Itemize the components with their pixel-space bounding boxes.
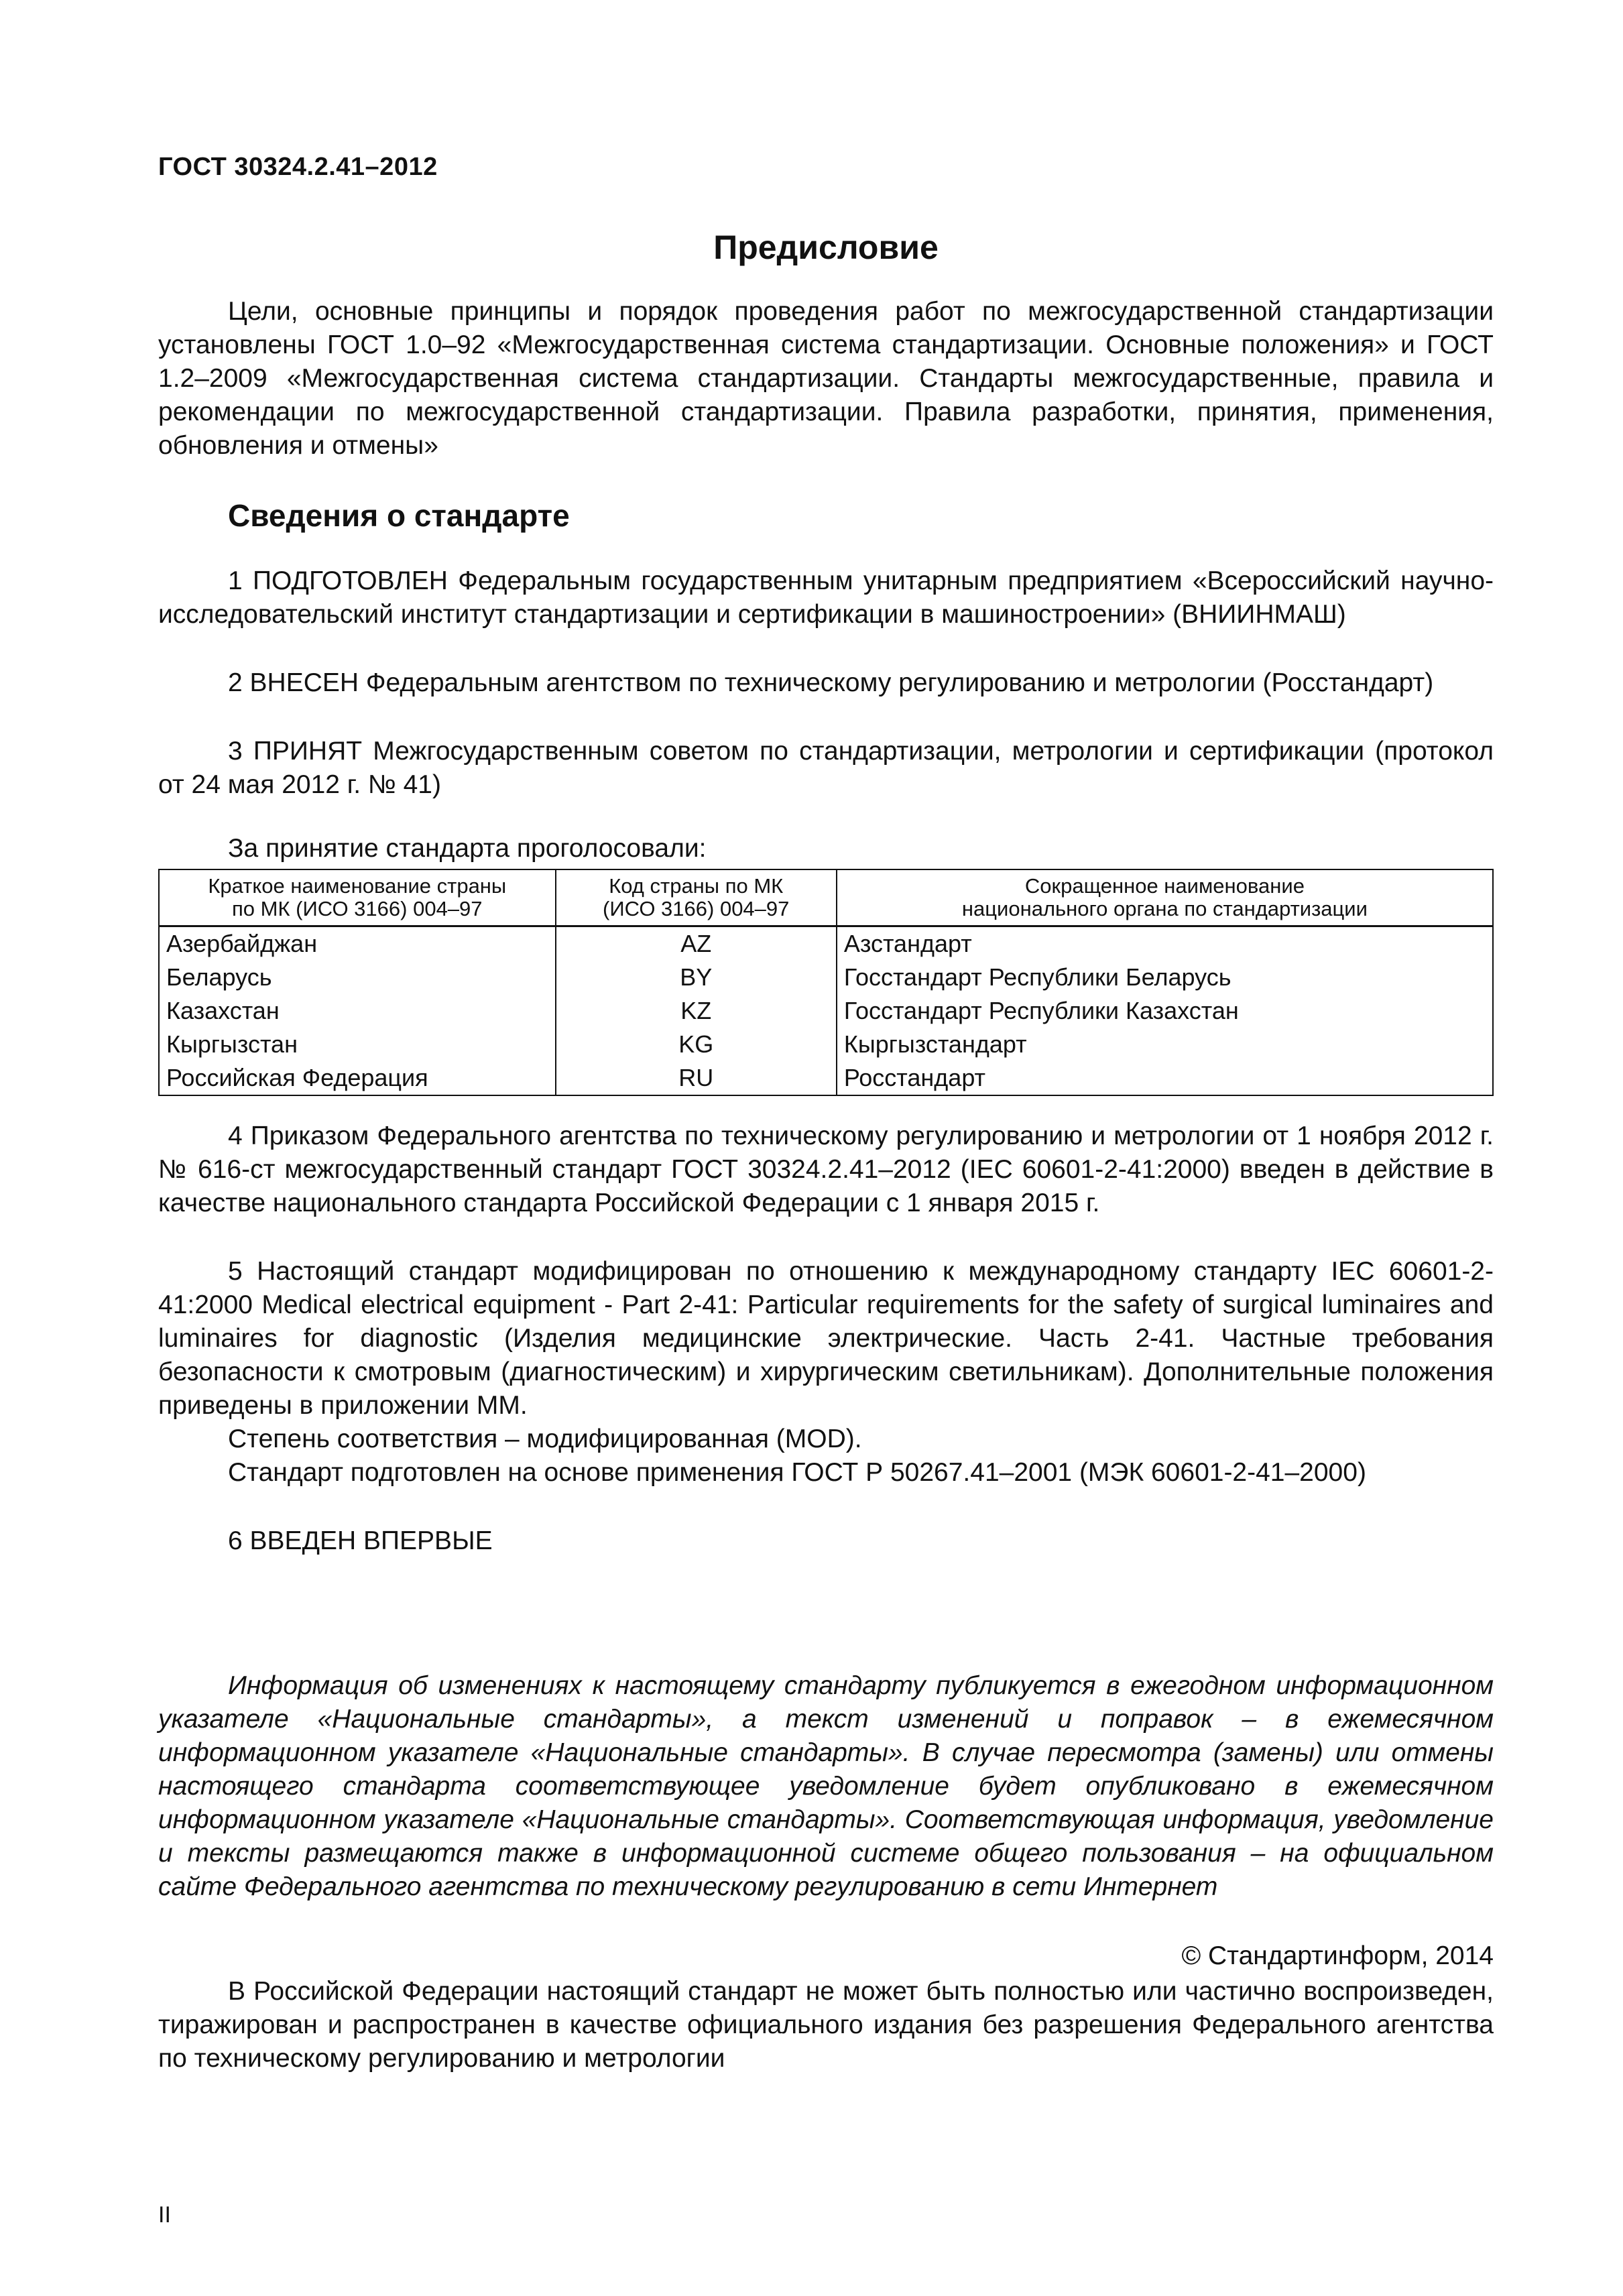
country-code: KG [556, 1028, 837, 1061]
changes-notice: Информация об изменениях к настоящему стандарту публикуется в ежегодном информационном указателе «Национальные стандарты», а текст изменений и поправок – в ежемесячном информационном указателе «Национальные стандарты». В случае пересмотра (замены) или отмены настоящего стандарта соответствующее уведомление будет опубликовано в ежемесячном информационном указателе «Национальные стандарты». Соответствующая информация, уведомление и тексты размещаются также в информационной системе общего пользования – на официальном сайте Федерального агентства по техническому регулированию в сети Интернет [158, 1671, 1494, 1901]
standard-info-title: Сведения о стандарте [228, 498, 570, 533]
info-item-1: 1 ПОДГОТОВЛЕН Федеральным государственным унитарным предприятием «Всероссийский научно-исследовательский институт стандартизации и сертификации в машиностроении» (ВНИИНМАШ) [158, 566, 1494, 629]
header-country-code: Код страны по МК (ИСО 3166) 004–97 [556, 869, 837, 926]
country-code: KZ [556, 994, 837, 1028]
info-item-5-degree: Степень соответствия – модифицированная (MOD). [228, 1425, 862, 1453]
table-row [159, 1028, 1493, 1061]
standards-body: Госстандарт Республики Казахстан [837, 994, 1493, 1028]
foreword-paragraph: Цели, основные принципы и порядок проведения работ по межгосударственной стандартизации установлены ГОСТ 1.0–92 «Межгосударственная система стандартизации. Основные положения» и ГОСТ 1.2–2009 «Межгосударственная система стандартизации. Стандарты межгосударственные, правила и рекомендации по межгосударственной стандартизации. Правила разработки, принятия, применения, обновления и отмены» [158, 297, 1494, 460]
reproduction-notice: В Российской Федерации настоящий стандарт не может быть полностью или частично воспроизведен, тиражирован и распространен в качестве официального издания без разрешения Федерального агентства по техническому регулированию и метрологии [158, 1977, 1494, 2073]
info-item-2: 2 ВНЕСЕН Федеральным агентством по техническому регулированию и метрологии (Росстандарт) [228, 668, 1434, 697]
info-item-4: 4 Приказом Федерального агентства по техническому регулированию и метрологии от 1 ноября 2012 г. № 616-ст межгосударственный стандарт ГОСТ 30324.2.41–2012 (IEC 60601-2-41:2000) введен в действие в качестве национального стандарта Российской Федерации с 1 января 2015 г. [158, 1122, 1494, 1217]
header-country-name: Краткое наименование страны по МК (ИСО 3166) 004–97 [159, 869, 556, 926]
country-name: Российская Федерация [159, 1061, 556, 1095]
table-header-row [159, 869, 1493, 926]
table-row [159, 994, 1493, 1028]
table-row [159, 961, 1493, 994]
country-code: BY [556, 961, 837, 994]
info-item-6: 6 ВВЕДЕН ВПЕРВЫЕ [228, 1526, 493, 1555]
info-item-5-basis: Стандарт подготовлен на основе применения ГОСТ Р 50267.41–2001 (МЭК 60601-2-41–2000) [228, 1458, 1366, 1487]
standards-body: Азстандарт [837, 926, 1493, 961]
info-item-3: 3 ПРИНЯТ Межгосударственным советом по стандартизации, метрологии и сертификации (протокол от 24 мая 2012 г. № 41) [158, 737, 1494, 799]
country-code: AZ [556, 926, 837, 961]
page-number: II [158, 2202, 171, 2228]
country-code: RU [556, 1061, 837, 1095]
country-name: Беларусь [159, 961, 556, 994]
table-row [159, 1061, 1493, 1095]
standards-body: Кыргызстандарт [837, 1028, 1493, 1061]
table-row [159, 926, 1493, 961]
header-standards-body: Сокращенное наименование национального органа по стандартизации [837, 869, 1493, 926]
document-code: ГОСТ 30324.2.41–2012 [158, 153, 438, 181]
voting-countries-table [158, 869, 1494, 1096]
standards-body: Росстандарт [837, 1061, 1493, 1095]
foreword-title: Предисловие [713, 229, 939, 266]
info-item-5: 5 Настоящий стандарт модифицирован по отношению к международному стандарту IEC 60601-2-41:2000 Medical electrical equipment - Part 2-41: Particular requirements for the safety of surgical luminaires and luminaires for diagnostic (Изделия медицинские электрические. Часть 2-41. Частные требования безопасности к смотровым (диагностическим) и хирургическим светильникам). Дополнительные положения приведены в приложении ММ. [158, 1257, 1494, 1420]
vote-label: За принятие стандарта проголосовали: [228, 834, 707, 863]
document-page [158, 0, 1494, 2296]
copyright-notice: © Стандартинформ, 2014 [1181, 1941, 1494, 1970]
country-name: Кыргызстан [159, 1028, 556, 1061]
country-name: Азербайджан [159, 926, 556, 961]
country-name: Казахстан [159, 994, 556, 1028]
standards-body: Госстандарт Республики Беларусь [837, 961, 1493, 994]
